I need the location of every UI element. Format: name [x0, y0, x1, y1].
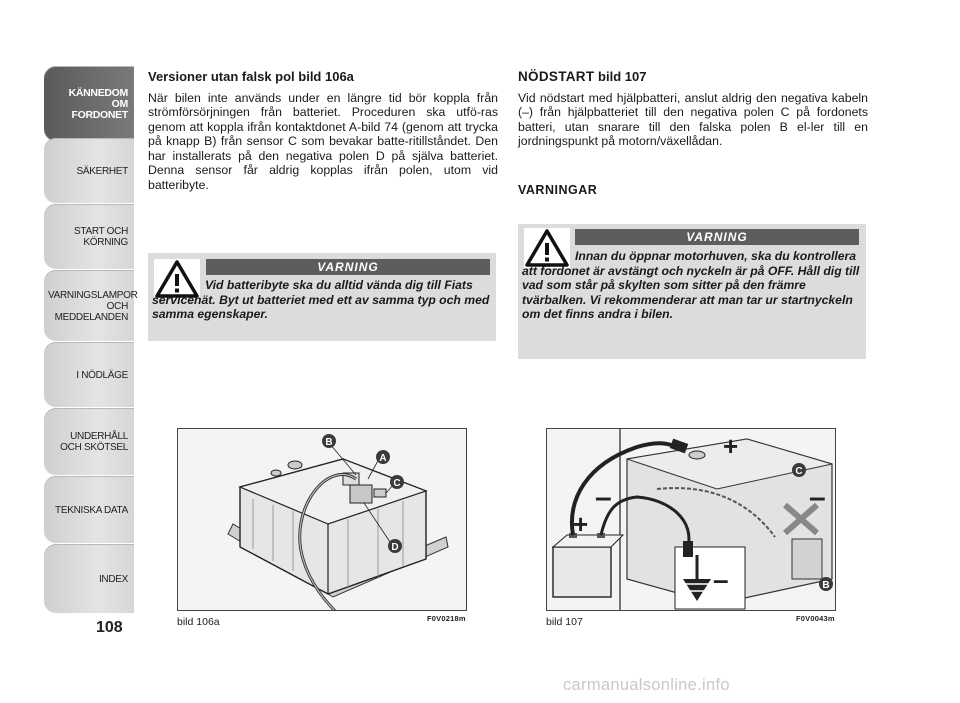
body-paragraph-nodstart: Vid nödstart med hjälpbatteri, anslut aldrig den negativa kabeln (–) från hjälpbatteriet till den negativa polen C på fordonets batteri, utan snarare till den falska polen B el-ler till en jordningspunkt på motorn/växellådan.	[518, 90, 868, 148]
label-c: C	[393, 478, 401, 489]
warning-title: VARNING	[206, 259, 490, 275]
warning-box-battery	[148, 253, 496, 341]
section-heading-106a: Versioner utan falsk pol bild 106a	[148, 69, 354, 84]
plus-sign: +	[723, 431, 739, 461]
minus-sign: –	[595, 481, 612, 514]
ground-minus: –	[713, 564, 729, 595]
heading-main: NÖDSTART	[518, 69, 595, 84]
figure-106a-battery	[177, 428, 467, 611]
tab-start-och-korning[interactable]: START OCH KÖRNING	[44, 204, 134, 270]
section-heading-nodstart	[518, 70, 868, 85]
watermark: carmanualsonline.info	[563, 676, 730, 694]
page-number: 108	[96, 619, 123, 636]
tab-kannedom-om-fordonet[interactable]: KÄNNEDOM OM FORDONET	[44, 66, 134, 142]
label-a: A	[379, 453, 387, 464]
figure-code-106a: F0V0218m	[427, 614, 466, 623]
minus-sign-vehicle: –	[809, 481, 826, 514]
left-column	[148, 70, 498, 192]
jump-start-illustration	[547, 429, 836, 611]
label-c: C	[795, 466, 803, 477]
body-paragraph-106a: När bilen inte används under en längre tid bör koppla från strömförsörjningen från batteriet. Proceduren ska utfö-ras genom att koppla ifrån kontaktdonet A-bild 74 (genom att trycka på knapp B) från sensor C som bevakar batte-ritillståndet. Den har installerats på den negativa polen D på själva batteriet. Denna sensor får aldrig kopplas ifrån polen, utom vid batteribyte.	[148, 90, 498, 192]
tab-i-nodlage[interactable]: I NÖDLÄGE	[44, 342, 134, 408]
heading-ref: bild 107	[598, 69, 647, 84]
right-column	[518, 70, 868, 149]
tab-varningslampor[interactable]: VARNINGSLAMPOR OCH MEDDELANDEN	[44, 270, 134, 342]
tab-underhall-och-skotsel[interactable]: UNDERHÅLL OCH SKÖTSEL	[44, 408, 134, 476]
battery-illustration	[178, 429, 467, 611]
label-b: B	[822, 580, 830, 591]
figure-code-107: F0V0043m	[796, 614, 835, 623]
warning-title: VARNING	[575, 229, 859, 245]
tab-sakerhet[interactable]: SÄKERHET	[44, 138, 134, 204]
varningar-heading: VARNINGAR	[518, 183, 598, 197]
figure-107-jump-start	[546, 428, 836, 611]
label-d: D	[391, 542, 399, 553]
warning-text: Vid batteribyte ska du alltid vända dig till Fiats servicenät. Byt ut batteriet med ett av samma typ och med samma egenskaper.	[152, 278, 490, 321]
tab-index[interactable]: INDEX	[44, 544, 134, 614]
plus-sign-aux: +	[573, 509, 589, 539]
figure-caption-107: bild 107	[546, 616, 583, 628]
chapter-sidebar	[44, 66, 138, 614]
warning-text: Innan du öppnar motorhuven, ska du kontrollera att fordonet är avstängt och nyckeln är på OFF. Håll dig till vad som står på skylten som sitter på den främre tvärbalken. Vi rekommenderar att man tar ur startnyckeln om det finns andra i bilen.	[522, 249, 860, 321]
figure-caption-106a: bild 106a	[177, 616, 220, 628]
warning-box-hood	[518, 224, 866, 359]
tab-tekniska-data[interactable]: TEKNISKA DATA	[44, 476, 134, 544]
label-b: B	[325, 437, 333, 448]
